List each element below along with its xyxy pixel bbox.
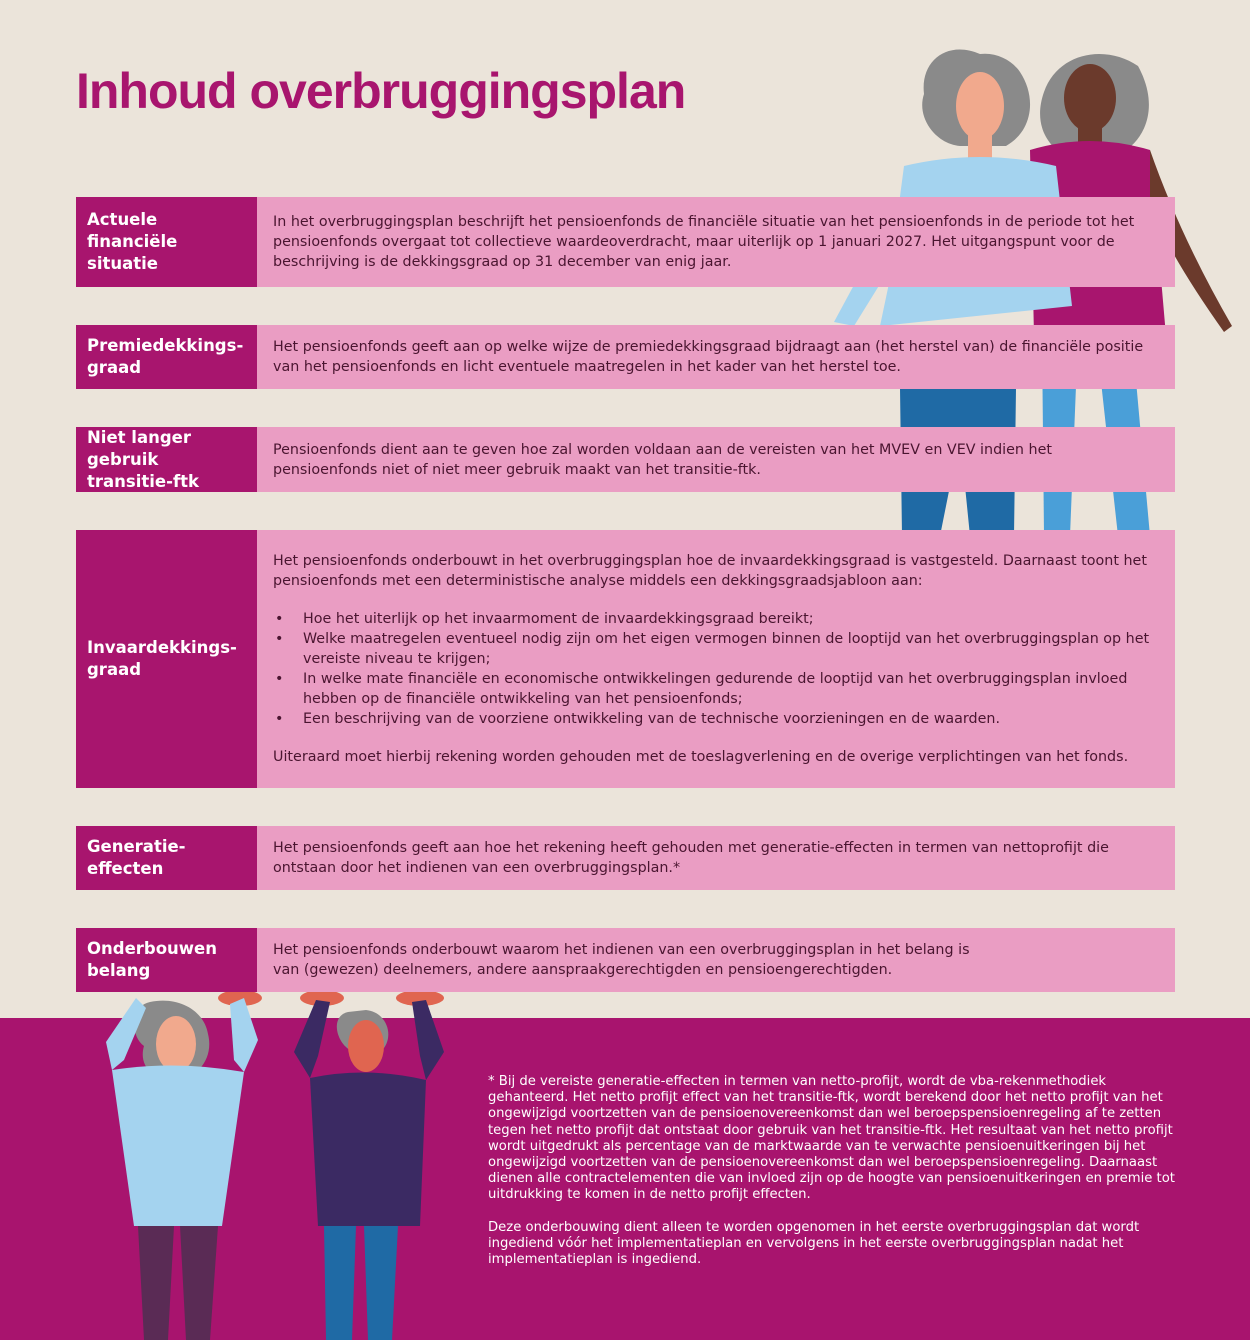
list-item: • Hoe het uiterlijk op het invaarmoment de invaardekkingsgraad bereikt; bbox=[273, 609, 1157, 629]
row-body bbox=[257, 928, 1175, 992]
row-text: Het pensioenfonds geeft aan hoe het rekening heeft gehouden met generatie-effecten in termen van nettoprofijt die ontstaan door het indienen van een overbruggingsplan.* bbox=[273, 840, 1109, 876]
row-generatie-effecten bbox=[76, 826, 1175, 890]
row-intro: Het pensioenfonds onderbouwt in het overbruggingsplan hoe de invaardekkingsgraad is vastgesteld. Daarnaast toont het pensioenfonds met een deterministische analyse middels een dekkingsgraadsjabloon aan: bbox=[273, 553, 1147, 589]
row-text: Pensioenfonds dient aan te geven hoe zal worden voldaan aan de vereisten van het MVEV en VEV indien het pensioenfonds niet of niet meer gebruik maakt van het transitie-ftk. bbox=[273, 441, 1053, 478]
row-label: Actuele financiële situatie bbox=[76, 197, 257, 287]
row-text: In het overbruggingsplan beschrijft het pensioenfonds de financiële situatie van het pensioenfonds in de periode tot het pensioenfonds overgaat tot collectieve waardeoverdracht, maar uiterlijk op 1 januari 2027. Het uitgangspunt voor de beschrijving is de dekkingsgraad op 31 december van enig jaar. bbox=[273, 214, 1135, 270]
bullet-list bbox=[273, 609, 1157, 729]
row-premiedekkingsgraad bbox=[76, 325, 1175, 389]
list-item: • Een beschrijving van de voorziene ontwikkeling van de technische voorzieningen en de waarden. bbox=[273, 709, 1157, 729]
row-body bbox=[257, 826, 1175, 890]
row-label: Niet langer gebruik transitie-ftk bbox=[76, 427, 257, 492]
two-people-lifting-illustration bbox=[0, 990, 460, 1340]
row-label: Onderbouwen belang bbox=[76, 928, 257, 992]
row-label: Generatie-effecten bbox=[76, 826, 257, 890]
row-label: Invaardekkings-graad bbox=[76, 530, 257, 788]
row-body bbox=[257, 325, 1175, 389]
page-title: Inhoud overbruggingsplan bbox=[76, 63, 686, 119]
row-actuele-financiele-situatie bbox=[76, 197, 1175, 287]
row-text: Het pensioenfonds onderbouwt waarom het indienen van een overbruggingsplan in het belang is van (gewezen) deelnemers, andere aanspraakgerechtigden en pensioengerechtigden. bbox=[273, 942, 970, 978]
row-label: Premiedekkings-graad bbox=[76, 325, 257, 389]
list-item: • In welke mate financiële en economische ontwikkelingen gedurende de looptijd van het overbruggingsplan invloed hebben op de financiële ontwikkeling van het pensioenfonds; bbox=[273, 669, 1157, 709]
footnote-paragraph: * Bij de vereiste generatie-effecten in termen van netto-profijt, wordt de vba-rekenmethodiek gehanteerd. Het netto profijt effect van het transitie-ftk, wordt berekend door het netto profijt van het ongewijzigd voortzetten van de pensioenovereenkomst dan wel beroepspensioenregeling af te zetten tegen het netto profijt dat ontstaat door gebruik van het transitie-ftk. Het resultaat van het netto profijt wordt uitgedrukt als percentage van de marktwaarde van te verwachte pensioenuitkeringen bij het ongewijzigd voortzetten van de pensioenovereenkomst dan wel beroepspensioenregeling. Daarnaast dienen alle contractelementen die van invloed zijn op de hoogte van pensioenuitkeringen en premie tot uitdrukking te komen in de netto profijt effecten. bbox=[488, 1074, 1175, 1203]
row-outro: Uiteraard moet hierbij rekening worden gehouden met de toeslagverlening en de overige verplichtingen van het fonds. bbox=[273, 749, 1129, 765]
footnote bbox=[488, 1074, 1180, 1284]
row-onderbouwen-belang bbox=[76, 928, 1175, 992]
row-body bbox=[257, 197, 1175, 287]
list-item: • Welke maatregelen eventueel nodig zijn om het eigen vermogen binnen de looptijd van het overbruggingsplan op het vereiste niveau te krijgen; bbox=[273, 629, 1157, 669]
footnote-paragraph: Deze onderbouwing dient alleen te worden opgenomen in het eerste overbruggingsplan dat wordt ingediend vóór het implementatieplan en vervolgens in het eerste overbruggingsplan nadat het implementatieplan is ingediend. bbox=[488, 1219, 1140, 1268]
row-body bbox=[257, 427, 1175, 492]
row-invaardekkingsgraad bbox=[76, 530, 1175, 788]
row-niet-langer-gebruik-transitie-ftk bbox=[76, 427, 1175, 492]
row-body bbox=[257, 530, 1175, 788]
row-text: Het pensioenfonds geeft aan op welke wijze de premiedekkingsgraad bijdraagt aan (het herstel van) de financiële positie van het pensioenfonds en licht eventuele maatregelen in het kader van het herstel toe. bbox=[273, 339, 1144, 375]
